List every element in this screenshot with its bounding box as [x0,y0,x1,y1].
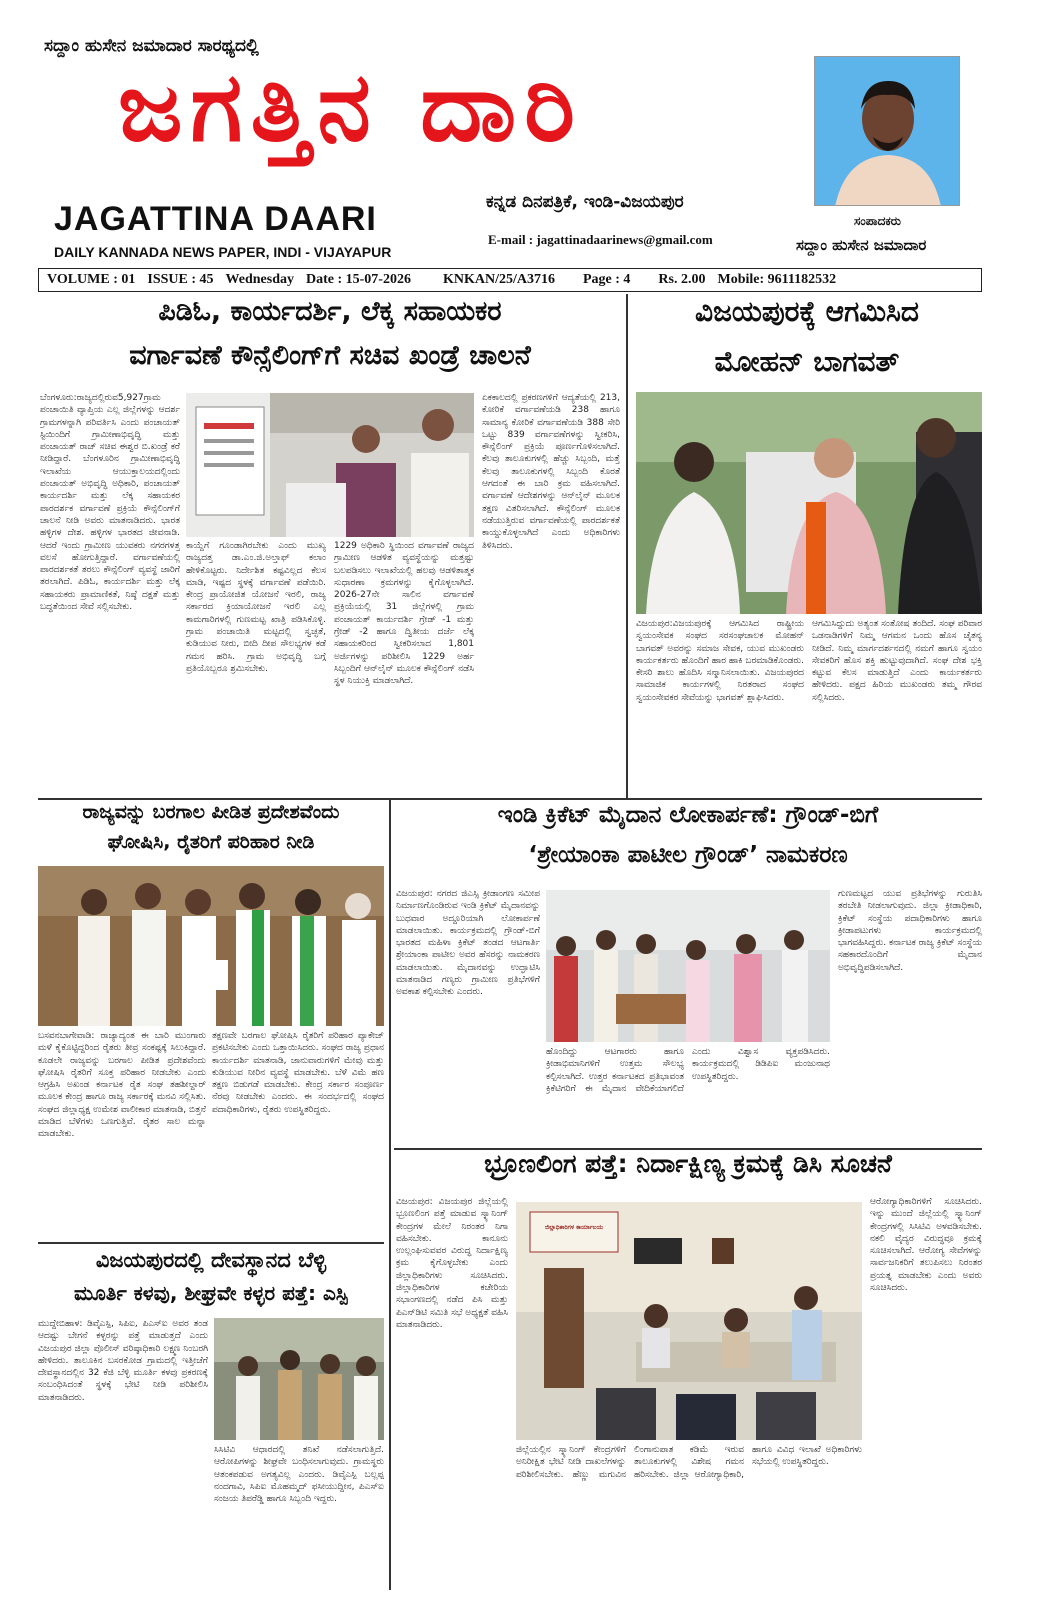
column-divider [389,800,391,1590]
article-1-photo [186,393,474,537]
article-4-photo [214,1318,384,1440]
issue-info-bar [38,268,982,292]
article-5-column-1: ವಿಜಯಪುರ: ನಗರದ ಜಿಎಸ್ಸಿ ಕ್ರೀಡಾಂಗಣ ಸಮೀಪ ನಿರ್ಮಾಣಗೊಂಡಿರುವ ಇಂಡಿ ಕ್ರಿಕೆಟ್ ಮೈದಾನವನ್ನು ಬುಧವಾರ ಅದ್ದೂರಿಯಾಗಿ ಲೋಕಾರ್ಪಣೆ ಮಾಡಲಾಯಿತು. ಕಾರ್ಯಕ್ರಮದಲ್ಲಿ ಗ್ರೌಂಡ್-ಬಿಗೆ ಭಾರತದ ಮಹಿಳಾ ಕ್ರಿಕೆಟ್ ತಂಡದ ಆಟಗಾರ್ತಿ ಶ್ರೇಯಾಂಕಾ ಪಾಟೀಲ ಅವರ ಹೆಸರನ್ನು ನಾಮಕರಣ ಮಾಡಲಾಯಿತು. ಮೈದಾನವನ್ನು ಉದ್ಘಾಟಿಸಿ ಮಾತನಾಡಿದ ಗಣ್ಯರು ಗ್ರಾಮೀಣ ಪ್ರತಿಭೆಗಳಿಗೆ ಅವಕಾಶ ಕಲ್ಪಿಸಬೇಕು ಎಂದರು. [396,889,540,998]
article-6-headline: ಭ್ರೂಣಲಿಂಗ ಪತ್ತೆ: ನಿರ್ದಾಕ್ಷಿಣ್ಯ ಕ್ರಮಕ್ಕೆ ಡಿಸಿ ಸೂಚನೆ [484,1149,892,1178]
mobile-number: Mobile: 9611182532 [717,272,837,287]
article-2-column-2: ಆಗಮಿಸಿದ್ದುದು ಅತ್ಯಂತ ಸಂತೋಷ ತಂದಿದೆ. ಸಂಘ ಪರಿವಾರ ಒಡನಾಡಿಗಳಿಗೆ ನಿಮ್ಮ ಆಗಮನ ಒಂದು ಹೊಸ ಚೈತನ್ಯ ನೀಡಿದೆ. ನಿಮ್ಮ ಮಾರ್ಗದರ್ಶನದಲ್ಲಿ ನಮಗೆ ಹಾಗೂ ಸ್ವಯಂ ಸೇವಕರಿಗೆ ಹೊಸ ಶಕ್ತಿ ಹುಟ್ಟುವುದಾಗಿದೆ. ಸಂಘ ದೇಶ ಭಕ್ತಿ ಕಟ್ಟುವ ಕೆಲಸ ಮಾಡುತ್ತಿದೆ ಎಂದು ಕಾರ್ಯಕರ್ತರು ಹೇಳಿದರು. ಪಕ್ಷದ ಹಿರಿಯ ಮುಖಂಡರು ತಮ್ಮ ಗೌರವ ಸಲ್ಲಿಸಿದರು. [812,619,982,703]
article-2-photo [636,392,982,614]
kannada-subtitle: ಕನ್ನಡ ದಿನಪತ್ರಿಕೆ, ಇಂಡಿ-ವಿಜಯಪುರ [486,192,684,212]
english-title: JAGATTINA DAARI [54,200,377,238]
article-6-column-1: ವಿಜಯಪುರ: ವಿಜಯಪುರ ಜಿಲ್ಲೆಯಲ್ಲಿ ಭ್ರೂಣಲಿಂಗ ಪತ್ತೆ ಮಾಡುವ ಸ್ಕ್ಯಾನಿಂಗ್ ಕೇಂದ್ರಗಳ ಮೇಲೆ ನಿರಂತರ ನಿಗಾ ವಹಿಸಬೇಕು. ಕಾನೂನು ಉಲ್ಲಂಘಿಸುವವರ ವಿರುದ್ಧ ನಿರ್ದಾಕ್ಷಿಣ್ಯ ಕ್ರಮ ಕೈಗೊಳ್ಳಬೇಕು ಎಂದು ಜಿಲ್ಲಾಧಿಕಾರಿಗಳು ಸೂಚಿಸಿದರು. ಜಿಲ್ಲಾಧಿಕಾರಿಗಳ ಕಚೇರಿಯ ಸಭಾಂಗಣದಲ್ಲಿ ನಡೆದ ಪಿಸಿ ಮತ್ತು ಪಿಎನ್‌ಡಿಟಿ ಸಮಿತಿ ಸಭೆ ಅಧ್ಯಕ್ಷತೆ ವಹಿಸಿ ಮಾತನಾಡಿದರು. [396,1197,508,1330]
article-6-photo [516,1202,862,1440]
article-1-headline-line-2: ವರ್ಗಾವಣೆ ಕೌನ್ಸೆಲಿಂಗ್‌ಗೆ ಸಚಿವ ಖಂಡ್ರೆ ಚಾಲನೆ [129,340,531,371]
article-4-column-2: ಸಿಸಿಟಿವಿ ಆಧಾರದಲ್ಲಿ ತನಿಖೆ ನಡೆಸಲಾಗುತ್ತಿದೆ. ಆರೋಪಿಗಳನ್ನು ಶೀಘ್ರವೇ ಬಂಧಿಸಲಾಗುವುದು. ಗ್ರಾಮಸ್ಥರು ಆತಂಕಪಡುವ ಅಗತ್ಯವಿಲ್ಲ ಎಂದರು. ಡಿವೈಎಸ್ಪಿ ಬಲ್ಲಪ್ಪ ನಂದಗಾವಿ, ಸಿಪಿಐ ಮೊಹಮ್ಮದ್ ಫಸೀಯುದ್ದೀನ, ಪಿಎಸ್‌ಐ ಸಂಜಯ ತಿಪರೆಡ್ಡಿ ಹಾಗೂ ಸಿಬ್ಬಂದಿ ಇದ್ದರು. [214,1445,384,1505]
registration-number: KNKAN/25/A3716 [442,272,555,287]
column-divider [626,294,628,798]
masthead-tagline: ಸದ್ದಾಂ ಹುಸೇನ ಜಮಾದಾರ ಸಾರಥ್ಯದಲ್ಲಿ [44,36,259,56]
article-2-column-1: ವಿಜಯಪುರ:ವಿಜಯಪುರಕ್ಕೆ ಆಗಮಿಸಿದ ರಾಷ್ಟ್ರೀಯ ಸ್ವಯಂಸೇವಕ ಸಂಘದ ಸರಸಂಘಚಾಲಕ ಮೋಹನ್ ಬಾಗವತ್ ಅವರನ್ನು ಸಮಾಜ ಸೇವಕ, ಯುವ ಮುಖಂಡರು ಕಾರ್ಯಕರ್ತರು ಹೊಂದಿಗೆ ಹಾರ ಹಾಕಿ ಬರಮಾಡಿಕೊಂಡರು. ಕೇಸರಿ ಶಾಲು ಹೊದಿಸಿ ಸನ್ಮಾನಿಸಲಾಯಿತು. ವಿಜಯಪುರದ ಸಾಮಾಜಿಕ ಕಾರ್ಯಗಳಲ್ಲಿ ನಿರತರಾದ ಸಂಘದ ಸ್ವಯಂಸೇವಕರ ಸೇವೆಯನ್ನು ಭಾಗವತ್ ಶ್ಲಾಘಿಸಿದರು. [636,619,804,703]
article-1-column-1: ಬೆಂಗಳೂರು:ರಾಜ್ಯದಲ್ಲಿರುವ5,927ಗ್ರಾಮ ಪಂಚಾಯಿತಿ ವ್ಯಾಪ್ತಿಯ ಎಲ್ಲ ಜಿಲ್ಲೆಗಳನ್ನು ಆದರ್ಶ ಗ್ರಾಮಗಳನ್ನಾಗಿ ಪರಿವರ್ತಿಸಿ ಎಂದು ಪಂಚಾಯತ್ ಸ್ಟಿಯಿಂದಿಗೆ ಗ್ರಾಮೀಣಾಭಿವೃದ್ಧಿ ಮತ್ತು ಪಂಚಾಯತ್ ರಾಜ್ ಸಚಿವ ಈಶ್ವರ ಬಿ.ಖಂಡ್ರೆ ಕರೆ ನೀಡಿದ್ದಾರೆ. ಬೆಂಗಳೂರಿನ ಗ್ರಾಮೀಣಾಭಿವೃದ್ಧಿ ಇಲಾಖೆಯ ಆಯುಕ್ತಾಲಯದಲ್ಲಿಂದು ಪಂಚಾಯತ್ ಅಭಿವೃದ್ಧಿ ಅಧಿಕಾರಿ, ಪಂಚಾಯತ್ ಕಾರ್ಯದರ್ಶಿ ಮತ್ತು ಲೆಕ್ಕ ಸಹಾಯಕರ ಪಾರದರ್ಶಕ ವರ್ಗಾವಣೆ ಪ್ರಕ್ರಿಯೆ ಕೌನ್ಸೆಲಿಂಗ್‌ಗೆ ಚಾಲನೆ ನೀಡಿ ಅವರು ಮಾತನಾಡಿದರು. ಭಾರತ ಹಳ್ಳಿಗಳ ದೇಶ. ಹಳ್ಳಿಗಳ ಭಾರತದ ಜೀವನಾಡಿ. ಆದರೆ ಇಂದು ಗ್ರಾಮೀಣ ಯುವಕರು ನಗರಗಳತ್ತ ವಲಸೆ ಹೋಗುತ್ತಿದ್ದಾರೆ. ವರ್ಗಾವಣೆಯಲ್ಲಿ ಪಾರದರ್ಶಕತೆ ತರಲು ಕೌನ್ಸೆಲಿಂಗ್ ವ್ಯವಸ್ಥೆ ಜಾರಿಗೆ ತರಲಾಗಿದೆ. ಪಿಡಿಓ, ಕಾರ್ಯದರ್ಶಿ ಮತ್ತು ಲೆಕ್ಕ ಸಹಾಯಕರು ಪ್ರಾಮಾಣಿಕತೆ, ನಿಷ್ಠೆ ದಕ್ಷತೆ ಮತ್ತು ಬದ್ಧತೆಯಿಂದ ಸೇವೆ ಸಲ್ಲಿಸಬೇಕು. [40,393,180,613]
article-5-headline-line-2: ‘ಶ್ರೇಯಾಂಕಾ ಪಾಟೀಲ ಗ್ರೌಂಡ್’ ನಾಮಕರಣ [528,842,848,868]
article-1-column-3: 1229 ಅಧಿಕಾರಿ ಸ್ಥಿಯಿಂದ ವರ್ಗಾವಣೆ ರಾಜ್ಯದ ಗ್ರಾಮೀಣ ಆಡಳಿತ ವ್ಯವಸ್ಥೆಯನ್ನು ಮತ್ತಷ್ಟು ಬಲಪಡಿಸಲು ಇಲಾಖೆಯಲ್ಲಿ ಹಲವು ಆಡಳಿತಾತ್ಮಕ ಸುಧಾರಣಾ ಕ್ರಮಗಳನ್ನು ಕೈಗೊಳ್ಳಲಾಗಿದೆ. 2026-27ನೇ ಸಾಲಿನ ವರ್ಗಾವಣೆ ಪ್ರಕ್ರಿಯೆಯಲ್ಲಿ 31 ಜಿಲ್ಲೆಗಳಲ್ಲಿ ಗ್ರಾಮ ಪಂಚಾಯತ್ ಕಾರ್ಯದರ್ಶಿ ಗ್ರೇಡ್ -1 ಮತ್ತು ಗ್ರೇಡ್ -2 ಹಾಗೂ ದ್ವಿತೀಯ ದರ್ಜೆ ಲೆಕ್ಕ ಸಹಾಯಕರಿಂದ ಸ್ವೀಕರಿಸಲಾದ 1,801 ಅರ್ಜಿಗಳನ್ನು ಪರಿಶೀಲಿಸಿ 1229 ಅರ್ಹ ಸಿಬ್ಬಂದಿಗೆ ಆನ್‌ಲೈನ್ ಮೂಲಕ ಕೌನ್ಸೆಲಿಂಗ್ ನಡೆಸಿ ಸ್ಥಳ ನಿಯುಕ್ತಿ ಮಾಡಲಾಗಿದೆ. [334,541,474,687]
article-3-headline-line-2: ಘೋಷಿಸಿ, ರೈತರಿಗೆ ಪರಿಹಾರ ನೀಡಿ [107,831,315,853]
english-subtitle: DAILY KANNADA NEWS PAPER, INDI - VIJAYAPUR [54,244,392,260]
article-5-column-2: ಹೊಂದಿದ್ದು ಆಟಗಾರರು ಹಾಗೂ ಕ್ರೀಡಾಭಿಮಾನಿಗಳಿಗೆ ಉತ್ತಮ ಸೌಲಭ್ಯ ಕಲ್ಪಿಸಲಾಗಿದೆ. ಉತ್ತರ ಕರ್ನಾಟಕದ ಪ್ರತಿಭಾವಂತ ಕ್ರಿಕೆಟಿಗರಿಗೆ ಈ ಮೈದಾನ ವೇದಿಕೆಯಾಗಲಿದೆ ಎಂದು ವಿಶ್ವಾಸ ವ್ಯಕ್ತಪಡಿಸಿದರು. ಕಾರ್ಯಕ್ರಮದಲ್ಲಿ ಡಿಡಿಪಿಐ ಮಂಜುನಾಥ ಉಪಸ್ಥಿತರಿದ್ದರು. [546,1047,830,1094]
office-sign: ಜಿಲ್ಲಾಧಿಕಾರಿಗಳ ಕಾರ್ಯಾಲಯ [545,1224,603,1231]
editor-name: ಸದ್ದಾಂ ಹುಸೇನ ಜಮಾದಾರ [796,236,927,254]
article-5-column-3: ಗುಣಮಟ್ಟದ ಯುವ ಪ್ರತಿಭೆಗಳನ್ನು ಗುರುತಿಸಿ ತರಬೇತಿ ನೀಡಲಾಗುವುದು. ಜಿಲ್ಲಾ ಕ್ರೀಡಾಧಿಕಾರಿ, ಕ್ರಿಕೆಟ್ ಸಂಸ್ಥೆಯ ಪದಾಧಿಕಾರಿಗಳು ಹಾಗೂ ಕ್ರೀಡಾಪಟುಗಳು ಕಾರ್ಯಕ್ರಮದಲ್ಲಿ ಭಾಗವಹಿಸಿದ್ದರು. ಕರ್ನಾಟಕ ರಾಜ್ಯ ಕ್ರಿಕೆಟ್ ಸಂಸ್ಥೆಯ ಸಹಕಾರದೊಂದಿಗೆ ಮೈದಾನ ಅಭಿವೃದ್ಧಿಪಡಿಸಲಾಗಿದೆ. [838,889,982,973]
article-2-headline-line-2: ಮೋಹನ್ ಬಾಗವತ್ [714,345,900,378]
volume: VOLUME : 01 [47,272,136,287]
article-5-photo [546,890,830,1042]
section-divider [38,1242,384,1244]
price: Rs. 2.00 [658,272,706,287]
article-3-photo [38,866,384,1026]
article-4-headline-line-1: ವಿಜಯಪುರದಲ್ಲಿ ದೇವಸ್ಥಾನದ ಬೆಳ್ಳಿ [95,1248,327,1272]
email-address: E-mail : jagattinadaarinews@gmail.com [488,232,713,247]
editor-photo [814,56,960,206]
article-4-column-1: ಮುದ್ದೇಬಿಹಾಳ: ಡಿವೈಎಸ್ಪಿ, ಸಿಪಿಐ, ಪಿಎಸ್‌ಐ ಅವರ ತಂಡ ಆದಷ್ಟು ಬೇಗನೆ ಕಳ್ಳರನ್ನು ಪತ್ತೆ ಮಾಡುತ್ತದೆ ಎಂದು ವಿಜಯಪುರ ಜಿಲ್ಲಾ ಪೊಲೀಸ್ ವರಿಷ್ಠಾಧಿಕಾರಿ ಲಕ್ಷ್ಮಣ ನಿಂಬರಗಿ ಹೇಳಿದರು. ತಾಲೂಕಿನ ಬಸರಕೋಡ ಗ್ರಾಮದಲ್ಲಿ ಇತ್ತೀಚೆಗೆ ದೇವಸ್ಥಾನದಲ್ಲಿನ 32 ಕೆಜಿ ಬೆಳ್ಳಿ ಮೂರ್ತಿ ಕಳವು ಪ್ರಕರಣಕ್ಕೆ ಸಂಬಂಧಿಸಿದಂತೆ ಸ್ಥಳಕ್ಕೆ ಭೇಟಿ ನೀಡಿ ಪರಿಶೀಲಿಸಿ ಮಾತನಾಡಿದರು. [38,1319,208,1403]
article-1-column-4: ಏಕಕಾಲದಲ್ಲಿ ಪ್ರಕರಣಗಳಿಗೆ ಆದ್ಯತೆಯಲ್ಲಿ 213, ಕೋರಿಕೆ ವರ್ಗಾವಣೆಯಡಿ 238 ಹಾಗೂ ಸಾಮಾನ್ಯ ಕೋರಿಕೆ ವರ್ಗಾವಣೆಯಡಿ 388 ಸೇರಿ ಒಟ್ಟು 839 ವರ್ಗಾವಣೆಗಳನ್ನು ಸ್ವೀಕರಿಸಿ, ಕೌನ್ಸೆಲಿಂಗ್ ಪ್ರಕ್ರಿಯೆ ಪೂರ್ಣಗೊಳಿಸಲಾಗಿದೆ. ಕೆಲವು ತಾಲೂಕುಗಳಲ್ಲಿ ಹೆಚ್ಚು ಸಿಬ್ಬಂದಿ, ಮತ್ತೆ ಕೆಲವು ತಾಲೂಕುಗಳಲ್ಲಿ ಸಿಬ್ಬಂದಿ ಕೊರತೆ ಆಗದಂತೆ ಈ ಬಾರಿ ಕ್ರಮ ವಹಿಸಲಾಗಿದೆ. ವರ್ಗಾವಣೆ ಆದೇಶಗಳನ್ನು ಆನ್‌ಲೈನ್ ಮೂಲಕ ತಕ್ಷಣ ವಿತರಿಸಲಾಗಿದೆ. ಕೌನ್ಸೆಲಿಂಗ್ ಮೂಲಕ ನಡೆಯುತ್ತಿರುವ ವರ್ಗಾವಣೆಯಲ್ಲಿ ಪಾರದರ್ಶಕತೆ ಕಾಯ್ದುಕೊಳ್ಳಲಾಗಿದೆ ಎಂದು ಅಧಿಕಾರಿಗಳು ತಿಳಿಸಿದರು. [482,393,620,551]
editor-role: ಸಂಪಾದಕರು [854,214,901,228]
section-divider [38,798,982,800]
article-3-headline-line-1: ರಾಜ್ಯವನ್ನು ಬರಗಾಲ ಪೀಡಿತ ಪ್ರದೇಶವೆಂದು [82,801,340,823]
article-1-column-2: ಕಾಯ್ದೆಗೆ ಗೂಂಡಾಗಿರಬೇಕು ಎಂದು ಮುಖ್ಯ ರಾಜ್ಯದತ್ತ ಡಾ.ಎಂ.ಜಿ.ಅಲ್ತಾಫ್ ಕಲಾಂ ಹೇಳಿಕೊಟ್ಟರು. ನಿರ್ದೇಶಿತ ಕಷ್ಟವಿಲ್ಲದ ಕೆಲಸ ಮಾಡಿ, ಇಷ್ಟದ ಸ್ಥಳಕ್ಕೆ ವರ್ಗಾವಣೆ ಪಡೆಯಿರಿ. ಕೇಂದ್ರ ಪ್ರಾಯೋಜಿತ ಯೋಜನೆ ಇರಲಿ, ರಾಜ್ಯ ಸರ್ಕಾರದ ಕ್ರಿಯಾಯೋಜನೆ ಇರಲಿ ಎಲ್ಲ ಕಾಮಗಾರಿಗಳಲ್ಲಿ ಗುಣಮಟ್ಟ ಖಾತ್ರಿ ಪಡಿಸಿಕೊಳ್ಳಿ. ಗ್ರಾಮ ಪಂಚಾಯಿತಿ ಮಟ್ಟದಲ್ಲಿ ಸ್ವಚ್ಛತೆ, ಕುಡಿಯುವ ನೀರು, ಬೀದಿ ದೀಪ ಸೌಲಭ್ಯಗಳ ಕಡೆ ಗಮನ ಹರಿಸಿ. ಗ್ರಾಮ ಅಭಿವೃದ್ಧಿ ಬಗ್ಗೆ ಪ್ರತಿಯೊಬ್ಬರೂ ಶ್ರಮಿಸಬೇಕು. [186,541,326,674]
article-2-headline-line-1: ವಿಜಯಪುರಕ್ಕೆ ಆಗಮಿಸಿದ [695,295,919,328]
article-1-headline-line-1: ಪಿಡಿಓ, ಕಾರ್ಯದರ್ಶಿ, ಲೆಕ್ಕ ಸಹಾಯಕರ [158,296,502,327]
article-4-headline-line-2: ಮೂರ್ತಿ ಕಳವು, ಶೀಘ್ರವೇ ಕಳ್ಳರ ಪತ್ತೆ: ಎಸ್ಪಿ [74,1281,348,1305]
article-6-column-2: ಜಿಲ್ಲೆಯಲ್ಲಿನ ಸ್ಕ್ಯಾನಿಂಗ್ ಕೇಂದ್ರಗಳಿಗೆ ಅನಿರೀಕ್ಷಿತ ಭೇಟಿ ನೀಡಿ ದಾಖಲೆಗಳನ್ನು ಪರಿಶೀಲಿಸಬೇಕು. ಹೆಣ್ಣು ಮಗುವಿನ ಲಿಂಗಾನುಪಾತ ಕಡಿಮೆ ಇರುವ ತಾಲೂಕುಗಳಲ್ಲಿ ವಿಶೇಷ ಗಮನ ಹರಿಸಬೇಕು. ಜಿಲ್ಲಾ ಆರೋಗ್ಯಾಧಿಕಾರಿ, ಹಾಗೂ ವಿವಿಧ ಇಲಾಖೆ ಅಧಿಕಾರಿಗಳು ಸಭೆಯಲ್ಲಿ ಉಪಸ್ಥಿತರಿದ್ದರು. [516,1445,862,1480]
weekday: Wednesday [225,272,294,287]
article-3-column-1: ಬಸವನಬಾಗೇವಾಡಿ: ರಾಜ್ಯಾದ್ಯಂತ ಈ ಬಾರಿ ಮುಂಗಾರು ಮಳೆ ಕೈಕೊಟ್ಟಿದ್ದರಿಂದ ರೈತರು ತೀವ್ರ ಸಂಕಷ್ಟಕ್ಕೆ ಸಿಲುಕಿದ್ದಾರೆ. ಕೂಡಲೇ ರಾಜ್ಯವನ್ನು ಬರಗಾಲ ಪೀಡಿತ ಪ್ರದೇಶವೆಂದು ಘೋಷಿಸಿ ರೈತರಿಗೆ ಸೂಕ್ತ ಪರಿಹಾರ ನೀಡಬೇಕು ಎಂದು ಆಗ್ರಹಿಸಿ ಅಖಂಡ ಕರ್ನಾಟಕ ರೈತ ಸಂಘ ತಹಶೀಲ್ದಾರ್ ಮೂಲಕ ಕೇಂದ್ರ ಹಾಗೂ ರಾಜ್ಯ ಸರ್ಕಾರಕ್ಕೆ ಮನವಿ ಸಲ್ಲಿಸಿತು. ಸಂಘದ ಜಿಲ್ಲಾಧ್ಯಕ್ಷ ಉಮೇಶ ವಾಲೀಕಾರ ಮಾತನಾಡಿ, ಬಿತ್ತನೆ ಮಾಡಿದ ಬೆಳೆಗಳು ಒಣಗುತ್ತಿವೆ. ರೈತರ ಸಾಲ ಮನ್ನಾ ಮಾಡಬೇಕು. [38,1031,206,1140]
masthead-title: ಜಗತ್ತಿನ ದಾರಿ [118,50,583,163]
page-number: Page : 4 [582,272,631,287]
issue-date: Date : 15-07-2026 [306,272,411,287]
article-3-column-2: ತಕ್ಷಣವೇ ಬರಗಾಲ ಘೋಷಿಸಿ ರೈತರಿಗೆ ಪರಿಹಾರ ಪ್ಯಾಕೇಜ್ ಪ್ರಕಟಿಸಬೇಕು ಎಂದು ಒತ್ತಾಯಿಸಿದರು. ಸಂಘದ ರಾಜ್ಯ ಪ್ರಧಾನ ಕಾರ್ಯದರ್ಶಿ ಮಾತನಾಡಿ, ಜಾನುವಾರುಗಳಿಗೆ ಮೇವು ಮತ್ತು ಕುಡಿಯುವ ನೀರಿನ ವ್ಯವಸ್ಥೆ ಮಾಡಬೇಕು. ಬೆಳೆ ವಿಮೆ ಹಣ ತಕ್ಷಣ ಬಿಡುಗಡೆ ಮಾಡಬೇಕು. ಕೇಂದ್ರ ಸರ್ಕಾರ ಸಂಪೂರ್ಣ ನೆರವು ನೀಡಬೇಕು ಎಂದರು. ಈ ಸಂದರ್ಭದಲ್ಲಿ ಸಂಘದ ಪದಾಧಿಕಾರಿಗಳು, ರೈತರು ಉಪಸ್ಥಿತರಿದ್ದರು. [212,1031,384,1115]
issue: ISSUE : 45 [147,272,214,287]
article-6-column-3: ಆರೋಗ್ಯಾಧಿಕಾರಿಗಳಿಗೆ ಸೂಚಿಸಿದರು. ಇನ್ನು ಮುಂದೆ ಜಿಲ್ಲೆಯಲ್ಲಿ ಸ್ಕ್ಯಾನಿಂಗ್ ಕೇಂದ್ರಗಳಲ್ಲಿ ಸಿಸಿಟಿವಿ ಅಳವಡಿಸಬೇಕು. ನಕಲಿ ವೈದ್ಯರ ವಿರುದ್ಧವೂ ಕ್ರಮಕ್ಕೆ ಸೂಚಿಸಲಾಗಿದೆ. ಆರೋಗ್ಯ ಸೇವೆಗಳನ್ನು ಸಾರ್ವಜನಿಕರಿಗೆ ತಲುಪಿಸಲು ನಿರಂತರ ಪ್ರಯತ್ನ ಮಾಡಬೇಕು ಎಂದು ಅವರು ಸೂಚಿಸಿದರು. [870,1197,982,1294]
article-5-headline-line-1: ಇಂಡಿ ಕ್ರಿಕೆಟ್ ಮೈದಾನ ಲೋಕಾರ್ಪಣೆ: ಗ್ರೌಂಡ್-ಬಿಗೆ [497,802,879,828]
